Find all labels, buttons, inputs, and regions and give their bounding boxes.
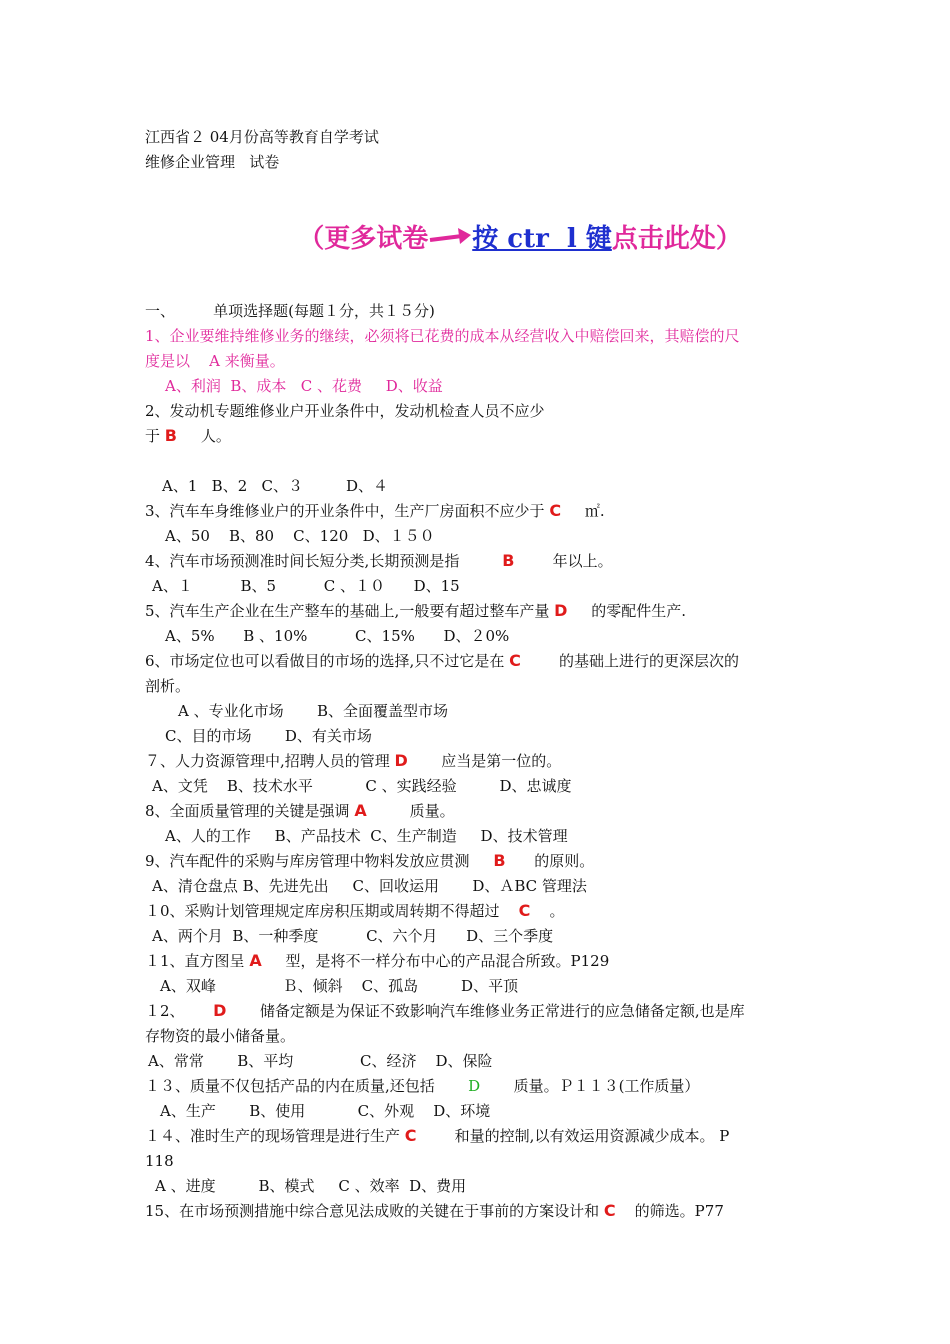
q1-answer: A <box>209 352 220 370</box>
q5-options: A、5% B 、10% C、15% D、２0% <box>165 627 510 645</box>
q9-text-b: 的原则。 <box>505 852 595 870</box>
q9-options: A、清仓盘点 B、先进先出 C、回收运用 D、ＡBC 管理法 <box>152 877 587 895</box>
q13-answer: D <box>468 1077 481 1095</box>
q7-answer: D <box>394 751 408 770</box>
header-line-2: 维修企业管理 试卷 <box>145 153 280 171</box>
q2-text-b: 人。 <box>176 427 231 445</box>
q8-line <box>145 801 455 821</box>
section-title: 一、 单项选择题(每题１分，共１５分) <box>145 302 435 320</box>
q12-text-b: 储备定额是为保证不致影响汽车维修业务正常进行的应急储备定额,也是库 <box>226 1002 745 1020</box>
q2-line-1: 2、发动机专题维修业户开业条件中，发动机检查人员不应少 <box>145 402 545 420</box>
q15-text-b: 的筛选。P77 <box>615 1202 724 1220</box>
q14-answer: C <box>404 1126 417 1145</box>
q1-text-b: 来衡量。 <box>219 352 285 370</box>
q11-options: A、双峰 Ｂ、倾斜 C、孤岛 D、平顶 <box>160 977 519 995</box>
q12-line-1 <box>145 1001 745 1021</box>
q14-line-1 <box>145 1126 729 1146</box>
q10-answer: C <box>518 901 531 920</box>
q11-text-a: １1、直方图呈 <box>145 952 250 970</box>
q12-options: A、常常 B、平均 C、经济 D、保险 <box>148 1052 493 1070</box>
q11-text-b: 型，是将不一样分布中心的产品混合所致。P129 <box>261 952 610 970</box>
q14-line-2: 118 <box>145 1152 174 1170</box>
q8-answer: A <box>354 801 367 820</box>
q3-line <box>145 501 605 521</box>
q3-text-b: ㎡. <box>561 502 605 520</box>
q3-text-a: 3、汽车车身维修业户的开业条件中，生产厂房面积不应少于 <box>145 502 550 520</box>
q4-text-b: 年以上。 <box>514 552 613 570</box>
q1-options: A、利润 B、成本 C 、花费 D、收益 <box>165 377 443 395</box>
q8-options: A、人的工作 B、产品技术 C、生产制造 D、技术管理 <box>165 827 568 845</box>
q13-line <box>145 1076 699 1096</box>
q14-options: A 、进度 B、模式 C 、效率 D、费用 <box>155 1177 467 1195</box>
q5-text-b: 的零配件生产. <box>567 602 686 620</box>
q7-text-b: 应当是第一位的。 <box>407 752 562 770</box>
q6-answer: C <box>509 651 521 670</box>
q6-line-1 <box>145 651 739 671</box>
q11-answer: A <box>249 951 262 970</box>
promo-link-text[interactable]: 按 ctr l 键 <box>472 224 612 254</box>
q1-text-a: 度是以 <box>145 352 210 370</box>
right-arrow-icon <box>428 222 472 256</box>
q9-line <box>145 851 594 871</box>
q7-line <box>145 751 561 771</box>
q6-text-b: 的基础上进行的更深层次的 <box>520 652 739 670</box>
q3-answer: C <box>549 501 562 520</box>
promo-close-text: 点击此处） <box>611 224 742 254</box>
header-line-1: 江西省２ 04月份高等教育自学考试 <box>145 128 379 146</box>
q4-options: A、１ B、5 C 、１０ D、15 <box>152 577 460 595</box>
q13-options: A、生产 B、使用 C、外观 D、环境 <box>160 1102 491 1120</box>
q10-line <box>145 901 564 921</box>
q10-options: A、两个月 B、一种季度 C、六个月 D、三个季度 <box>152 927 554 945</box>
q2-line-2 <box>145 426 231 446</box>
q14-text-a: １４、准时生产的现场管理是进行生产 <box>145 1127 405 1145</box>
promo-banner[interactable] <box>262 188 742 254</box>
q5-text-a: 5、汽车生产企业在生产整车的基础上,一般要有超过整车产量 <box>145 602 555 620</box>
q2-options: A、1 B、2 C、３ D、４ <box>162 477 388 495</box>
q6-options-1: A 、专业化市场 B、全面覆盖型市场 <box>178 702 449 720</box>
q15-answer: C <box>603 1201 616 1220</box>
q14-text-b: 和量的控制,以有效运用资源减少成本。 P <box>416 1127 730 1145</box>
q5-line <box>145 601 686 621</box>
q15-line <box>145 1201 724 1221</box>
q4-line <box>145 551 613 571</box>
q1-line-1: 1、企业要维持维修业务的继续，必须将已花费的成本从经营收入中赔偿回来，其赔偿的尺 <box>145 327 740 345</box>
q4-text-a: 4、汽车市场预测准时间长短分类,长期预测是指 <box>145 552 503 570</box>
q12-answer: D <box>213 1001 227 1020</box>
q7-options: A、文凭 B、技术水平 C 、实践经验 D、忠诚度 <box>152 777 572 795</box>
q4-answer: B <box>502 551 515 570</box>
promo-open-text: （更多试卷 <box>298 224 429 254</box>
q6-options-2: C、目的市场 D、有关市场 <box>165 727 372 745</box>
q12-line-2: 存物资的最小储备量。 <box>145 1027 296 1045</box>
q11-line <box>145 951 609 971</box>
q5-answer: D <box>554 601 568 620</box>
q15-text-a: 15、在市场预测措施中综合意见法成败的关键在于事前的方案设计和 <box>145 1202 604 1220</box>
q2-answer: B <box>164 426 177 445</box>
q10-text-a: １0、采购计划管理规定库房积压期或周转期不得超过 <box>145 902 519 920</box>
q1-line-2 <box>145 351 285 371</box>
q9-answer: B <box>493 851 506 870</box>
q10-text-b: 。 <box>530 902 565 920</box>
q6-text-a: 6、市场定位也可以看做目的市场的选择,只不过它是在 <box>145 652 510 670</box>
q13-text-b: 质量。Ｐ１１３(工作质量） <box>480 1077 700 1095</box>
q6-line-2: 剖析。 <box>145 677 191 695</box>
q2-text-a: 于 <box>145 427 165 445</box>
q13-text-a: １３、质量不仅包括产品的内在质量,还包括 <box>145 1077 469 1095</box>
q12-text-a: １2、 <box>145 1002 214 1020</box>
q7-text-a: ７、人力资源管理中,招聘人员的管理 <box>145 752 395 770</box>
q3-options: A、50 B、80 C、120 D、１５０ <box>165 527 435 545</box>
q8-text-b: 质量。 <box>366 802 455 820</box>
q8-text-a: 8、全面质量管理的关键是强调 <box>145 802 355 820</box>
q9-text-a: 9、汽车配件的采购与库房管理中物料发放应贯测 <box>145 852 494 870</box>
